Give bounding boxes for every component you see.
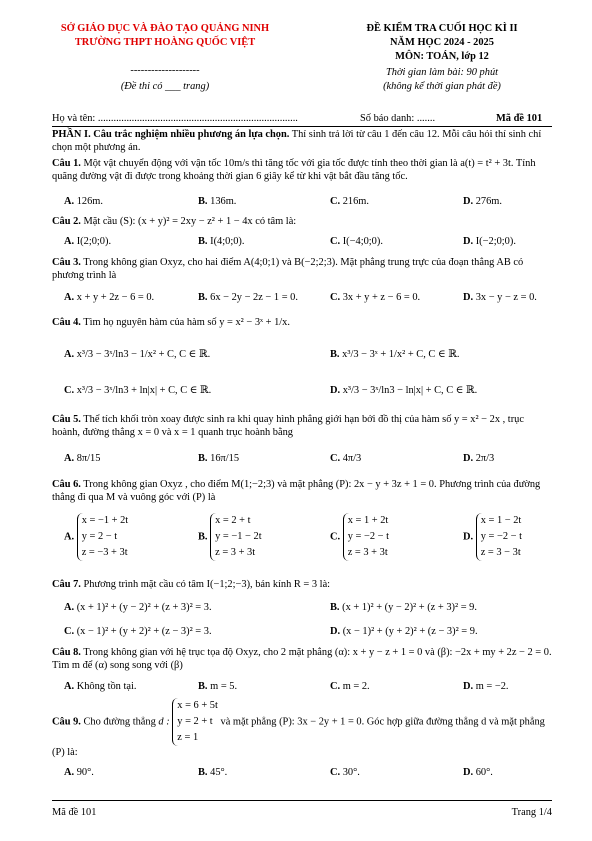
q2-option-b[interactable]: B. I(4;0;0). bbox=[198, 236, 245, 247]
q4-option-a[interactable]: A. x³/3 − 3ˣ/ln3 − 1/x² + C, C ∈ ℝ. bbox=[64, 349, 211, 360]
question-7: Câu 7. Phương trình mặt cầu có tâm I(−1;2;−3), bán kính R = 3 là: bbox=[52, 579, 331, 590]
question-6: Câu 6. Trong không gian Oxyz , cho điểm M(1;−2;3) và mặt phẳng (P): 2x − y + 3z + 1 = 0. Phương trình của đường thẳng đi qua M và vuông góc với (P) là bbox=[52, 479, 541, 503]
question-2: Câu 2. Mặt cầu (S): (x + y)² = 2xy − z² + 1 − 4x có tâm là: bbox=[52, 216, 297, 227]
q6-option-c[interactable]: C. x = 1 + 2t y = −2 − t z = 3 + 3t bbox=[330, 513, 389, 561]
q7-option-a[interactable]: A. (x + 1)² + (y − 2)² + (z + 3)² = 3. bbox=[64, 602, 212, 613]
question-3: Câu 3. Trong không gian Oxyz, cho hai điểm A(4;0;1) và B(−2;2;3). Mặt phẳng trung trực của đoạn thẳng AB có phương trình là bbox=[52, 257, 524, 281]
q6c-system: x = 1 + 2t y = −2 − t z = 3 + 3t bbox=[343, 513, 389, 561]
q3-option-b[interactable]: B. 6x − 2y − 2z − 1 = 0. bbox=[198, 292, 298, 303]
divider bbox=[52, 126, 552, 127]
page-count: (Đề thi có ___ trang) bbox=[120, 81, 210, 92]
q8-option-b[interactable]: B. m = 5. bbox=[198, 681, 238, 692]
question-1: Câu 1. Một vật chuyển động với vận tốc 10m/s thì tăng tốc với gia tốc được tính theo thời gian là a(t) = t² + 3t. Tính quãng đường vật đi được trong khoảng thời gian 6 giây kể từ khi vật bắt đầu tăng tốc. bbox=[52, 158, 536, 182]
q9-option-c[interactable]: C. 30°. bbox=[330, 767, 360, 778]
part-title: PHẦN I. Câu trắc nghiệm nhiều phương án lựa chọn. Thí sinh trả lời từ câu 1 đến câu 12. Mỗi câu hỏi thí sinh chỉ chọn một phương án. bbox=[52, 129, 542, 153]
q7-option-d[interactable]: D. (x − 1)² + (y + 2)² + (z − 3)² = 9. bbox=[330, 626, 478, 637]
school-name: TRƯỜNG THPT HOÀNG QUỐC VIỆT bbox=[74, 37, 256, 48]
q1-option-d[interactable]: D. 276m. bbox=[463, 196, 502, 207]
q9-line-system: x = 6 + 5t y = 2 + t z = 1 bbox=[172, 698, 218, 746]
q1-option-b[interactable]: B. 136m. bbox=[198, 196, 237, 207]
q9-option-a[interactable]: A. 90°. bbox=[64, 767, 94, 778]
question-4: Câu 4. Tìm họ nguyên hàm của hàm số y = x² − 3ˣ + 1/x. bbox=[52, 317, 290, 328]
q5-option-a[interactable]: A. 8π/15 bbox=[64, 453, 101, 464]
duration: Thời gian làm bài: 90 phút bbox=[385, 67, 499, 78]
q5-option-c[interactable]: C. 4π/3 bbox=[330, 453, 362, 464]
q3-option-c[interactable]: C. 3x + y + z − 6 = 0. bbox=[330, 292, 421, 303]
q2-option-d[interactable]: D. I(−2;0;0). bbox=[463, 236, 516, 247]
q2-option-a[interactable]: A. I(2;0;0). bbox=[64, 236, 112, 247]
school-year: NĂM HỌC 2024 - 2025 bbox=[390, 37, 494, 48]
q6d-system: x = 1 − 2t y = −2 − t z = 3 − 3t bbox=[476, 513, 522, 561]
q8-option-a[interactable]: A. Không tồn tại. bbox=[64, 681, 137, 692]
footer-divider bbox=[52, 800, 552, 801]
exam-title: ĐỀ KIỂM TRA CUỐI HỌC KÌ II bbox=[366, 23, 518, 34]
question-9: Câu 9. Cho đường thẳng d : x = 6 + 5t y = 2 + t z = 1 và mặt phẳng (P): 3x − 2y + 1 = 0. Góc hợp giữa đường thẳng d và mặt phẳng (P) là: bbox=[52, 700, 545, 759]
question-5: Câu 5. Thể tích khối tròn xoay được sinh ra khi quay hình phẳng giới hạn bởi đồ thị của hàm số y = x² − 2x , trục hoành, đường thẳng x = 0 và x = 1 quanh trục hoành bằng bbox=[52, 414, 524, 438]
header-dashes: -------------------- bbox=[130, 65, 200, 76]
q1-option-c[interactable]: C. 216m. bbox=[330, 196, 369, 207]
q6-option-d[interactable]: D. x = 1 − 2t y = −2 − t z = 3 − 3t bbox=[463, 513, 522, 561]
q6b-system: x = 2 + t y = −1 − 2t z = 3 + 3t bbox=[210, 513, 261, 561]
subject: MÔN: TOÁN, lớp 12 bbox=[395, 51, 489, 62]
duration-note: (không kể thời gian phát đề) bbox=[383, 81, 501, 92]
q6a-system: x = −1 + 2t y = 2 − t z = −3 + 3t bbox=[77, 513, 128, 561]
q8-option-c[interactable]: C. m = 2. bbox=[330, 681, 370, 692]
q6-option-b[interactable]: B. x = 2 + t y = −1 − 2t z = 3 + 3t bbox=[198, 513, 262, 561]
q3-option-d[interactable]: D. 3x − y − z = 0. bbox=[463, 292, 537, 303]
footer-exam-code: Mã đề 101 bbox=[52, 807, 97, 818]
exam-code: Mã đề 101 bbox=[496, 113, 543, 124]
q1-option-a[interactable]: A. 126m. bbox=[64, 196, 103, 207]
q4-option-d[interactable]: D. x³/3 − 3ˣ/ln3 − ln|x| + C, C ∈ ℝ. bbox=[330, 385, 478, 396]
student-id-field: Số báo danh: ....... bbox=[360, 113, 436, 124]
q9-option-d[interactable]: D. 60°. bbox=[463, 767, 493, 778]
student-name-field: Họ và tên: ............................................................................. bbox=[52, 113, 298, 124]
q7-option-b[interactable]: B. (x + 1)² + (y − 2)² + (z + 3)² = 9. bbox=[330, 602, 477, 613]
q6-option-a[interactable]: A. x = −1 + 2t y = 2 − t z = −3 + 3t bbox=[64, 513, 128, 561]
q7-option-c[interactable]: C. (x − 1)² + (y + 2)² + (z − 3)² = 3. bbox=[64, 626, 212, 637]
q3-option-a[interactable]: A. x + y + 2z − 6 = 0. bbox=[64, 292, 155, 303]
q9-option-b[interactable]: B. 45°. bbox=[198, 767, 228, 778]
question-8: Câu 8. Trong không gian với hệ trục tọa độ Oxyz, cho 2 mặt phẳng (α): x + y − z + 1 = 0 và (β): −2x + my + 2z − 2 = 0. Tìm m để (α) song song với (β) bbox=[52, 647, 552, 671]
q4-option-b[interactable]: B. x³/3 − 3ˣ + 1/x² + C, C ∈ ℝ. bbox=[330, 349, 460, 360]
q5-option-d[interactable]: D. 2π/3 bbox=[463, 453, 495, 464]
q4-option-c[interactable]: C. x³/3 − 3ˣ/ln3 + ln|x| + C, C ∈ ℝ. bbox=[64, 385, 212, 396]
page-number: Trang 1/4 bbox=[511, 807, 552, 818]
department-name: SỞ GIÁO DỤC VÀ ĐÀO TẠO QUẢNG NINH bbox=[60, 23, 270, 34]
q2-option-c[interactable]: C. I(−4;0;0). bbox=[330, 236, 383, 247]
q8-option-d[interactable]: D. m = −2. bbox=[463, 681, 509, 692]
q5-option-b[interactable]: B. 16π/15 bbox=[198, 453, 240, 464]
